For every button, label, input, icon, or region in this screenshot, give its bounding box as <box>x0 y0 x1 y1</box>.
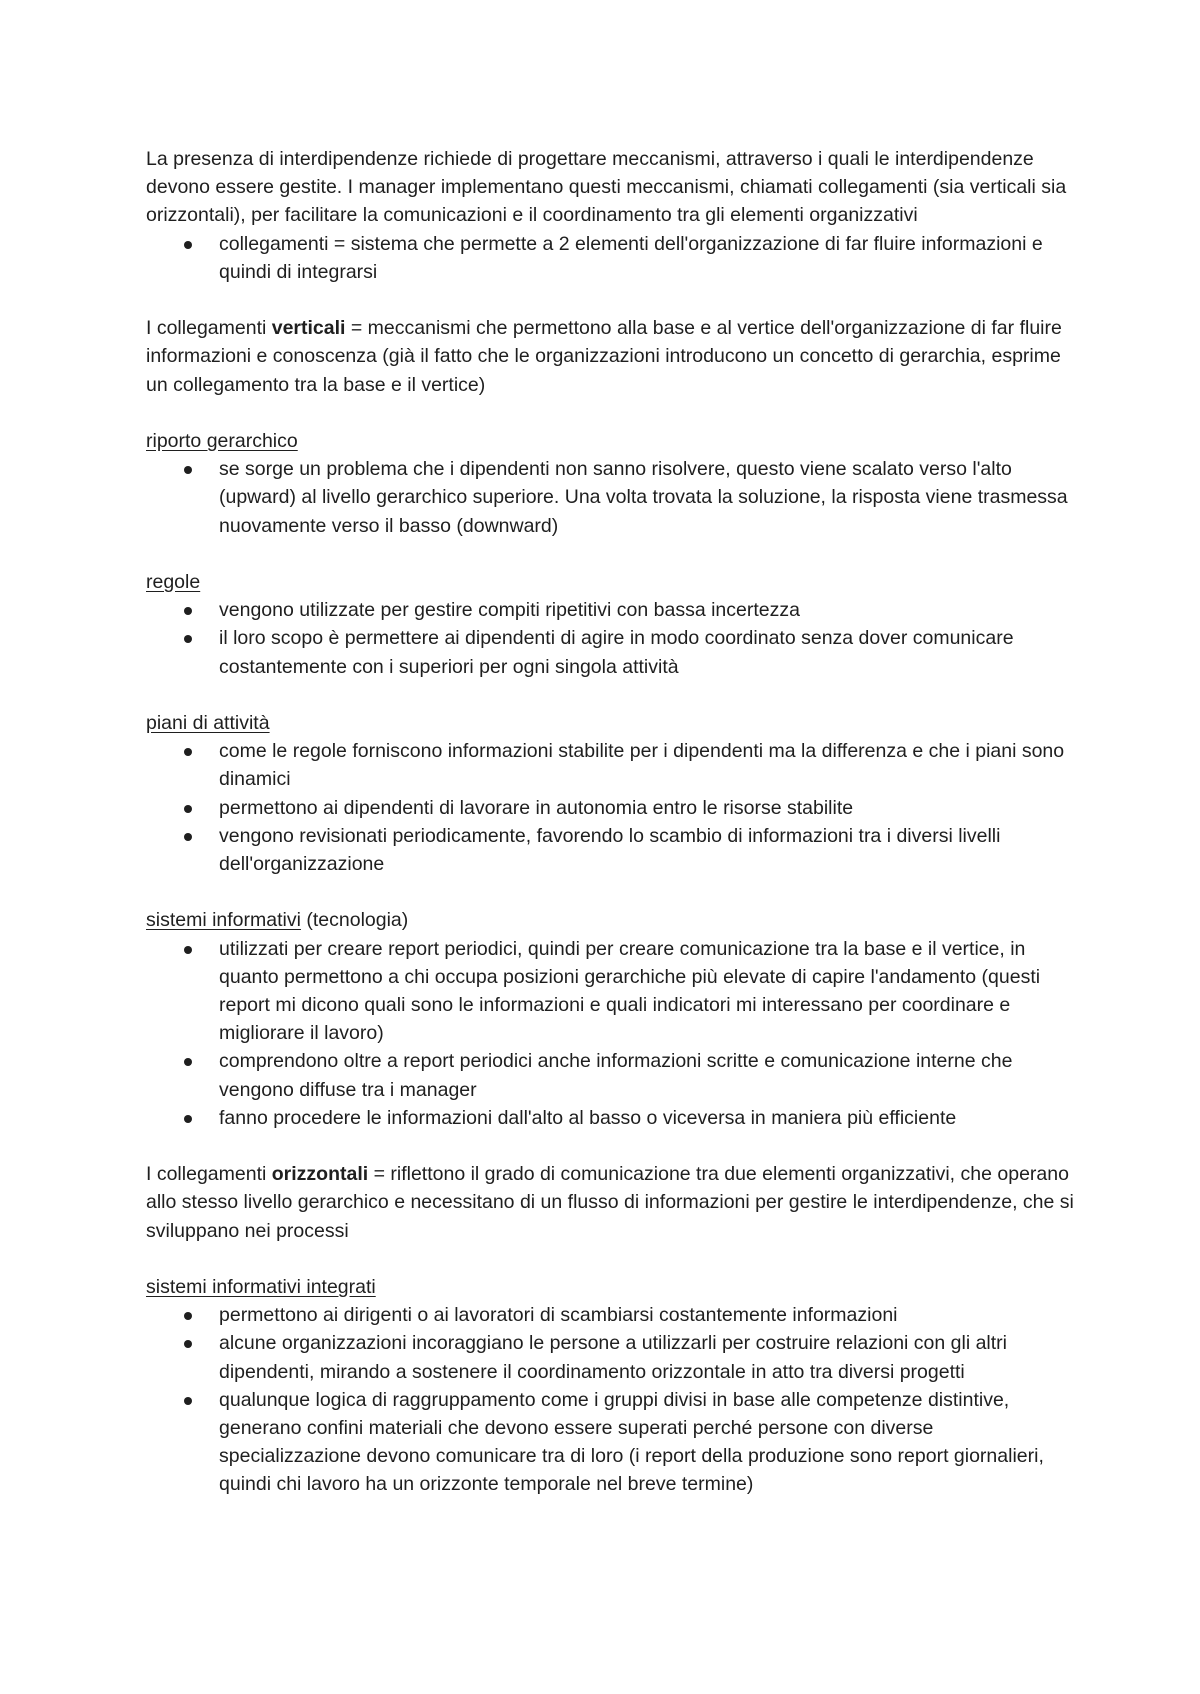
bold-term: verticali <box>271 317 346 340</box>
bullet-list <box>146 455 1076 540</box>
bullet-icon <box>184 748 192 756</box>
bullet-icon <box>184 805 192 813</box>
bullet-icon <box>184 241 192 249</box>
list-item: comprendono oltre a report periodici anche informazioni scritte e comunicazione interne che vengono diffuse tra i manager <box>146 1047 1076 1103</box>
section-heading: sistemi informativi integrati <box>146 1276 376 1299</box>
section-heading: regole <box>146 571 201 593</box>
list-item: il loro scopo è permettere ai dipendenti di agire in modo coordinato senza dover comunicare costantemente con i superiori per ogni singola attività <box>146 624 1076 680</box>
bullet-icon <box>184 466 192 474</box>
document-page <box>146 145 1076 1499</box>
list-item: alcune organizzazioni incoraggiano le persone a utilizzarli per costruire relazioni con gli altri dipendenti, mirando a sostenere il coordinamento orizzontale in atto tra diversi progetti <box>146 1329 1076 1385</box>
list-item: utilizzati per creare report periodici, quindi per creare comunicazione tra la base e il vertice, in quanto permettono a chi occupa posizioni gerarchiche più elevate di capire l'andamento (questi report mi dicono quali sono le informazioni e quali indicatori mi interessano per coordinare e migliorare il lavoro) <box>146 935 1076 1048</box>
list-item: permettono ai dipendenti di lavorare in autonomia entro le risorse stabilite <box>146 794 1076 822</box>
section-heading-line <box>146 906 1076 934</box>
bullet-list <box>146 596 1076 681</box>
section-heading: piani di attività <box>146 712 270 734</box>
list-item: permettono ai dirigenti o ai lavoratori di scambiarsi costantemente informazioni <box>146 1301 1076 1329</box>
horizontal-links-paragraph: I collegamenti orizzontali = riflettono il grado di comunicazione tra due elementi organizzativi, che operano allo stesso livello gerarchico e necessitano di un flusso di informazioni per gestire le interdipendenze, che si sviluppano nei processi <box>146 1163 1074 1242</box>
bullet-icon <box>184 607 192 615</box>
section-heading: sistemi informativi <box>146 909 301 932</box>
bullet-list <box>146 935 1076 1132</box>
bold-term: orizzontali <box>271 1163 369 1186</box>
section-heading: riporto gerarchico <box>146 430 298 452</box>
bullet-icon <box>184 946 192 954</box>
bullet-icon <box>184 1312 192 1320</box>
intro-paragraph: La presenza di interdipendenze richiede di progettare meccanismi, attraverso i quali le interdipendenze devono essere gestite. I manager implementano questi meccanismi, chiamati collegamenti (sia verticali sia orizzontali), per facilitare la comunicazioni e il coordinamento tra gli elementi organizzativi <box>146 148 1067 227</box>
list-item: vengono revisionati periodicamente, favorendo lo scambio di informazioni tra i diversi livelli dell'organizzazione <box>146 822 1076 878</box>
bullet-icon <box>184 635 192 643</box>
bullet-icon <box>184 1058 192 1066</box>
list-item: qualunque logica di raggruppamento come i gruppi divisi in base alle competenze distintive, generano confini materiali che devono essere superati perché persone con diverse specializzazione devono comunicare tra di loro (i report della produzione sono report giornalieri, quindi chi lavoro ha un orizzonte temporale nel breve termine) <box>146 1386 1076 1499</box>
list-item: se sorge un problema che i dipendenti non sanno risolvere, questo viene scalato verso l'alto (upward) al livello gerarchico superiore. Una volta trovata la soluzione, la risposta viene trasmessa nuovamente verso il basso (downward) <box>146 455 1076 540</box>
section-heading-suffix: (tecnologia) <box>300 909 409 932</box>
list-item: vengono utilizzate per gestire compiti ripetitivi con bassa incertezza <box>146 596 1076 624</box>
bullet-list <box>146 1301 1076 1498</box>
bullet-icon <box>184 1115 192 1123</box>
bullet-icon <box>184 1340 192 1348</box>
vertical-links-paragraph: I collegamenti verticali = meccanismi che permettono alla base e al vertice dell'organizzazione di far fluire informazioni e conoscenza (già il fatto che le organizzazioni introducono un concetto di gerarchia, esprime un collegamento tra la base e il vertice) <box>146 317 1062 396</box>
list-item: collegamenti = sistema che permette a 2 elementi dell'organizzazione di far fluire informazioni e quindi di integrarsi <box>146 230 1076 286</box>
list-item: fanno procedere le informazioni dall'alto al basso o viceversa in maniera più efficiente <box>146 1104 1076 1132</box>
bullet-icon <box>184 833 192 841</box>
bullet-icon <box>184 1397 192 1405</box>
intro-bullet-list <box>146 230 1076 286</box>
bullet-list <box>146 737 1076 878</box>
list-item: come le regole forniscono informazioni stabilite per i dipendenti ma la differenza e che i piani sono dinamici <box>146 737 1076 793</box>
